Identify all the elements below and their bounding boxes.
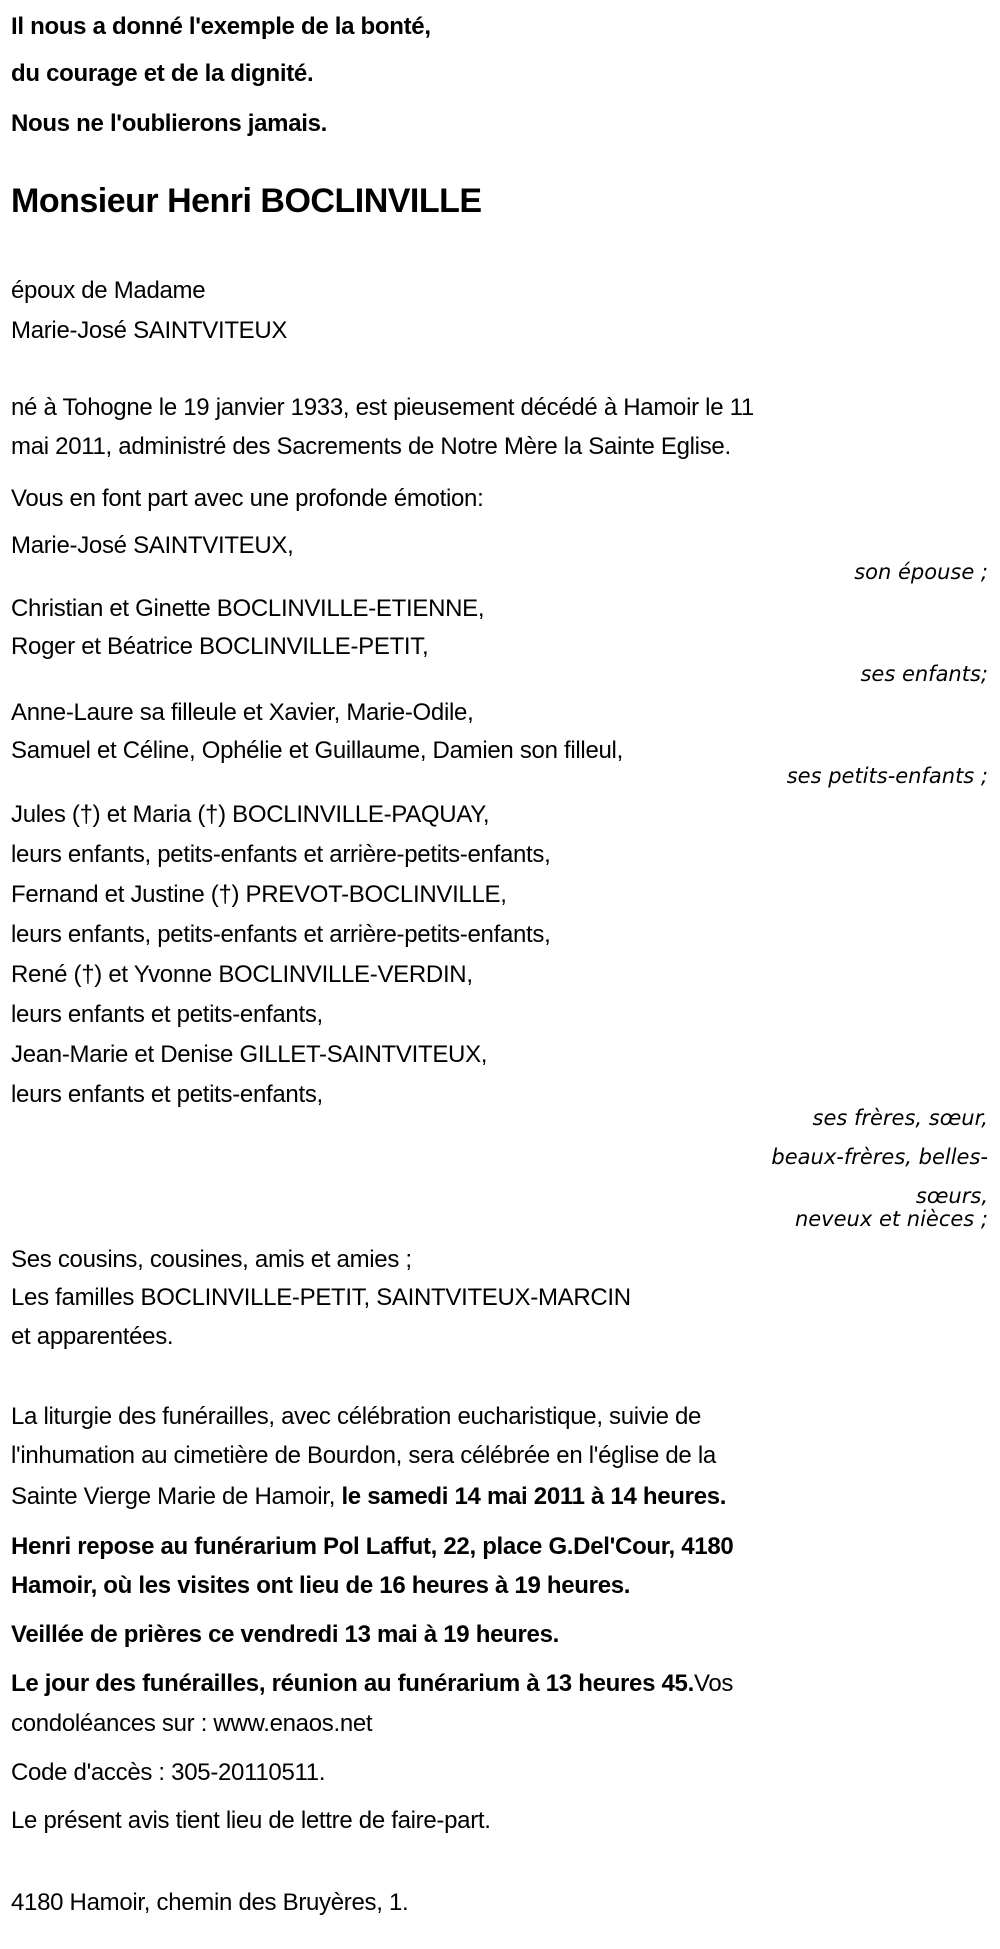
sibling-line: Jules (†) et Maria (†) BOCLINVILLE-PAQUAY, xyxy=(11,801,490,828)
spouse-line: époux de Madame xyxy=(11,277,206,304)
family-spouse-role: son épouse ; xyxy=(854,560,988,584)
funeral-place: Sainte Vierge Marie de Hamoir, xyxy=(11,1483,342,1510)
funeral-line: l'inhumation au cimetière de Bourdon, sera célébrée en l'église de la xyxy=(11,1442,716,1469)
funeral-line xyxy=(11,1483,726,1511)
condolences-line: condoléances sur : www.enaos.net xyxy=(11,1710,373,1737)
grandchild-line: Anne-Laure sa filleule et Xavier, Marie-Odile, xyxy=(11,699,474,726)
others-line: et apparentées. xyxy=(11,1323,174,1350)
notice-line: Le présent avis tient lieu de lettre de faire-part. xyxy=(11,1807,491,1834)
spouse-line: Marie-José SAINTVITEUX xyxy=(11,317,288,344)
siblings-role: sœurs, xyxy=(915,1184,988,1208)
access-code: Code d'accès : 305-20110511. xyxy=(11,1759,326,1786)
child-line: Christian et Ginette BOCLINVILLE-ETIENNE, xyxy=(11,595,485,622)
sibling-line: René (†) et Yvonne BOCLINVILLE-VERDIN, xyxy=(11,961,473,988)
sibling-line: leurs enfants et petits-enfants, xyxy=(11,1001,323,1028)
others-line: Les familles BOCLINVILLE-PETIT, SAINTVITEUX-MARCIN xyxy=(11,1284,631,1311)
children-role: ses enfants; xyxy=(860,662,988,686)
page-title: Monsieur Henri BOCLINVILLE xyxy=(11,182,482,220)
funeral-line: La liturgie des funérailles, avec célébration eucharistique, suivie de xyxy=(11,1403,702,1430)
address: 4180 Hamoir, chemin des Bruyères, 1. xyxy=(11,1889,409,1916)
meeting-text: Le jour des funérailles, réunion au funérarium à 13 heures 45. xyxy=(11,1670,694,1697)
repose-line: Hamoir, où les visites ont lieu de 16 heures à 19 heures. xyxy=(11,1572,631,1599)
intro-text: Vous en font part avec une profonde émotion: xyxy=(11,485,484,512)
meeting-tail: Vos xyxy=(693,1670,734,1697)
siblings-role: beaux-frères, belles- xyxy=(771,1145,988,1169)
sibling-line: leurs enfants, petits-enfants et arrière-petits-enfants, xyxy=(11,841,551,868)
child-line: Roger et Béatrice BOCLINVILLE-PETIT, xyxy=(11,633,429,660)
grandchild-line: Samuel et Céline, Ophélie et Guillaume, Damien son filleul, xyxy=(11,737,623,764)
epigraph-line: du courage et de la dignité. xyxy=(11,60,314,87)
epigraph-line: Nous ne l'oublierons jamais. xyxy=(11,110,328,137)
repose-line: Henri repose au funérarium Pol Laffut, 22, place G.Del'Cour, 4180 xyxy=(11,1533,734,1560)
others-line: Ses cousins, cousines, amis et amies ; xyxy=(11,1246,412,1273)
family-spouse-name: Marie-José SAINTVITEUX, xyxy=(11,532,294,559)
siblings-role: ses frères, sœur, xyxy=(812,1106,988,1130)
epigraph-line: Il nous a donné l'exemple de la bonté, xyxy=(11,13,431,40)
sibling-line: Jean-Marie et Denise GILLET-SAINTVITEUX, xyxy=(11,1041,488,1068)
sibling-line: leurs enfants, petits-enfants et arrière-petits-enfants, xyxy=(11,921,551,948)
siblings-role: neveux et nièces ; xyxy=(794,1207,988,1231)
sibling-line: leurs enfants et petits-enfants, xyxy=(11,1081,323,1108)
birth-line: mai 2011, administré des Sacrements de Notre Mère la Sainte Eglise. xyxy=(11,433,731,460)
birth-line: né à Tohogne le 19 janvier 1933, est pieusement décédé à Hamoir le 11 xyxy=(11,394,754,421)
grandchildren-role: ses petits-enfants ; xyxy=(786,764,988,788)
vigil-line: Veillée de prières ce vendredi 13 mai à 19 heures. xyxy=(11,1621,559,1648)
funeral-date: le samedi 14 mai 2011 à 14 heures. xyxy=(341,1483,727,1510)
meeting-line xyxy=(11,1670,733,1698)
sibling-line: Fernand et Justine (†) PREVOT-BOCLINVILLE, xyxy=(11,881,507,908)
